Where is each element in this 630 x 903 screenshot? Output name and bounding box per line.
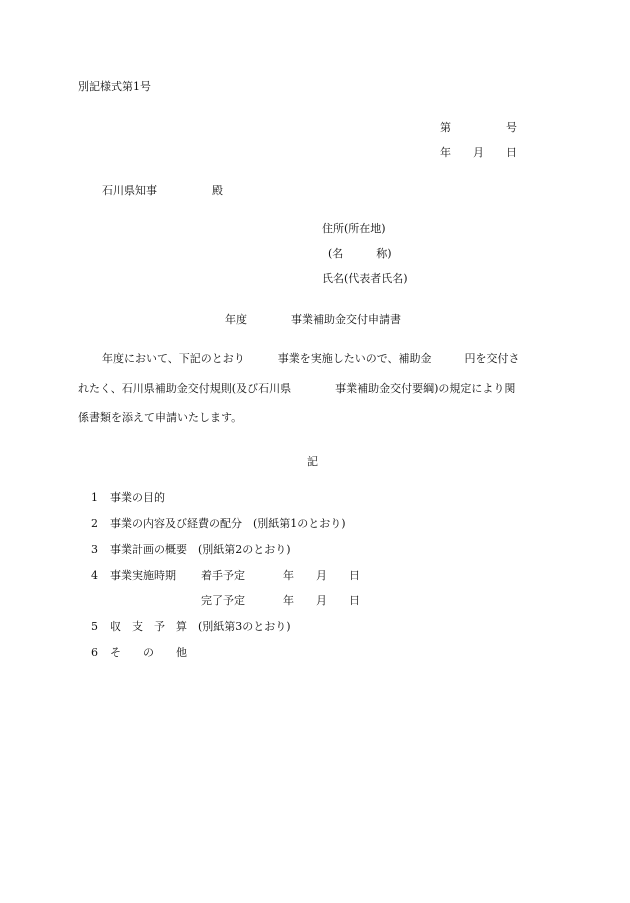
item-text: 事業計画の概要 (別紙第2のとおり) <box>110 543 291 556</box>
item-text: 収 支 予 算 (別紙第3のとおり) <box>110 620 291 633</box>
end-date: 年 月 日 <box>283 594 360 607</box>
body-line-3: 係書類を添えて申請いたします。 <box>78 411 243 424</box>
item-text: 事業の目的 <box>110 491 165 504</box>
item-number: 6 <box>91 646 98 659</box>
item-number: 1 <box>91 491 98 504</box>
start-label: 着手予定 <box>201 569 245 582</box>
applicant-name: (名 称) <box>328 247 392 260</box>
document-date: 年 月 日 <box>440 146 517 159</box>
document-number: 第 号 <box>440 121 517 134</box>
start-date: 年 月 日 <box>283 569 360 582</box>
item-number: 4 <box>91 569 98 582</box>
applicant-representative: 氏名(代表者氏名) <box>322 272 408 285</box>
item-number: 5 <box>91 620 98 633</box>
document-title: 年度 事業補助金交付申請書 <box>225 313 401 326</box>
end-label: 完了予定 <box>201 594 245 607</box>
item-number: 2 <box>91 517 98 530</box>
item-text: 事業実施時期 <box>110 569 176 582</box>
item-text: そ の 他 <box>110 646 187 659</box>
item-number: 3 <box>91 543 98 556</box>
form-label: 別記様式第1号 <box>78 80 151 93</box>
item-text: 事業の内容及び経費の配分 (別紙第1のとおり) <box>110 517 346 530</box>
addressee: 石川県知事 殿 <box>102 184 223 197</box>
applicant-address: 住所(所在地) <box>322 222 386 235</box>
ki-heading: 記 <box>307 455 318 468</box>
body-line-2: れたく、石川県補助金交付規則(及び石川県 事業補助金交付要綱)の規定により関 <box>78 382 516 395</box>
body-line-1: 年度において、下記のとおり 事業を実施したいので、補助金 円を交付さ <box>102 352 520 365</box>
